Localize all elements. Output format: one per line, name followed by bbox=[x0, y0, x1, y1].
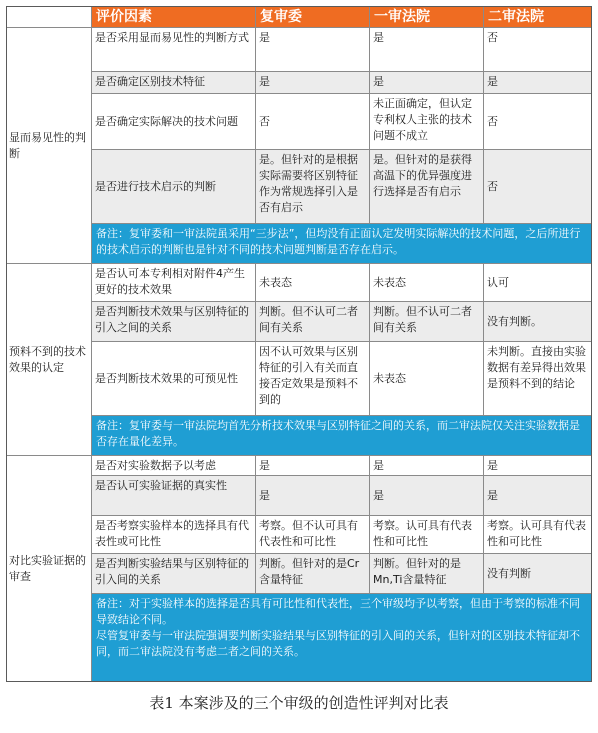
factor-cell: 是否判断实验结果与区别特征的引入间的关系 bbox=[92, 554, 256, 594]
court1-cell: 考察。认可具有代表性和可比性 bbox=[370, 516, 484, 554]
factor-cell: 是否认可实验证据的真实性 bbox=[92, 476, 256, 516]
court1-cell: 判断。但针对的是Mn,Ti含量特征 bbox=[370, 554, 484, 594]
court1-cell: 未正面确定，但认定专利权人主张的技术问题不成立 bbox=[370, 94, 484, 150]
court1-cell: 是。但针对的是获得高温下的优异强度进行选择是否有启示 bbox=[370, 150, 484, 224]
factor-cell: 是否采用显而易见性的判断方式 bbox=[92, 28, 256, 72]
court2-cell: 是 bbox=[484, 456, 592, 476]
court2-cell: 没有判断 bbox=[484, 554, 592, 594]
note-block: 备注：复审委与一审法院均首先分析技术效果与区别特征之间的关系，而二审法院仅关注实验数据是否存在量化差异。 bbox=[92, 416, 592, 456]
factor-cell: 是否认可本专利相对附件4产生更好的技术效果 bbox=[92, 264, 256, 302]
comparison-table bbox=[6, 6, 592, 682]
court2-cell: 未判断。直接由实验数据有差异得出效果是预料不到的结论 bbox=[484, 342, 592, 416]
court1-cell: 是 bbox=[370, 476, 484, 516]
reexam-cell: 判断。但不认可二者间有关系 bbox=[256, 302, 370, 342]
reexam-cell: 判断。但针对的是Cr含量特征 bbox=[256, 554, 370, 594]
category-cell: 显而易见性的判断 bbox=[6, 28, 92, 264]
factor-cell: 是否判断技术效果与区别特征的引入之间的关系 bbox=[92, 302, 256, 342]
court2-cell: 是 bbox=[484, 476, 592, 516]
factor-cell: 是否对实验数据予以考虑 bbox=[92, 456, 256, 476]
factor-cell: 是否进行技术启示的判断 bbox=[92, 150, 256, 224]
court2-cell: 否 bbox=[484, 150, 592, 224]
court2-cell: 否 bbox=[484, 28, 592, 72]
category-cell: 预料不到的技术效果的认定 bbox=[6, 264, 92, 456]
court2-cell: 考察。认可具有代表性和可比性 bbox=[484, 516, 592, 554]
court2-cell: 没有判断。 bbox=[484, 302, 592, 342]
court2-cell: 否 bbox=[484, 94, 592, 150]
reexam-cell: 是 bbox=[256, 456, 370, 476]
reexam-cell: 因不认可效果与区别特征的引入有关而直接否定效果是预料不到的 bbox=[256, 342, 370, 416]
court1-cell: 是 bbox=[370, 28, 484, 72]
factor-cell: 是否确定区别技术特征 bbox=[92, 72, 256, 94]
header-corner bbox=[6, 6, 92, 28]
reexam-cell: 否 bbox=[256, 94, 370, 150]
factor-cell: 是否确定实际解决的技术问题 bbox=[92, 94, 256, 150]
reexam-cell: 是。但针对的是根据实际需要将区别特征作为常规选择引入是否有启示 bbox=[256, 150, 370, 224]
reexam-cell: 是 bbox=[256, 28, 370, 72]
court1-cell: 未表态 bbox=[370, 264, 484, 302]
header-reexam: 复审委 bbox=[256, 6, 370, 28]
reexam-cell: 未表态 bbox=[256, 264, 370, 302]
reexam-cell: 是 bbox=[256, 72, 370, 94]
court2-cell: 是 bbox=[484, 72, 592, 94]
factor-cell: 是否考察实验样本的选择具有代表性或可比性 bbox=[92, 516, 256, 554]
reexam-cell: 是 bbox=[256, 476, 370, 516]
header-court2: 二审法院 bbox=[484, 6, 592, 28]
reexam-cell: 考察。但不认可具有代表性和可比性 bbox=[256, 516, 370, 554]
header-factor: 评价因素 bbox=[92, 6, 256, 28]
court1-cell: 判断。但不认可二者间有关系 bbox=[370, 302, 484, 342]
note-block: 备注：复审委和一审法院虽采用“三步法”，但均没有正面认定发明实际解决的技术问题，之后所进行的技术启示的判断也是针对不同的技术问题判断是否存在启示。 bbox=[92, 224, 592, 264]
court1-cell: 是 bbox=[370, 456, 484, 476]
factor-cell: 是否判断技术效果的可预见性 bbox=[92, 342, 256, 416]
note-block: 备注：对于实验样本的选择是否具有可比性和代表性，三个审级均予以考察，但由于考察的标准不同导致结论不同。 尽管复审委与一审法院强调要判断实验结果与区别特征的引入间的关系，但针对的区别技术特征却不同，而二审法院没有考虑二者之间的关系。 bbox=[92, 594, 592, 682]
table-caption: 表1 本案涉及的三个审级的创造性评判对比表 bbox=[149, 694, 449, 712]
court2-cell: 认可 bbox=[484, 264, 592, 302]
court1-cell: 未表态 bbox=[370, 342, 484, 416]
category-cell: 对比实验证据的审查 bbox=[6, 456, 92, 682]
court1-cell: 是 bbox=[370, 72, 484, 94]
header-court1: 一审法院 bbox=[370, 6, 484, 28]
